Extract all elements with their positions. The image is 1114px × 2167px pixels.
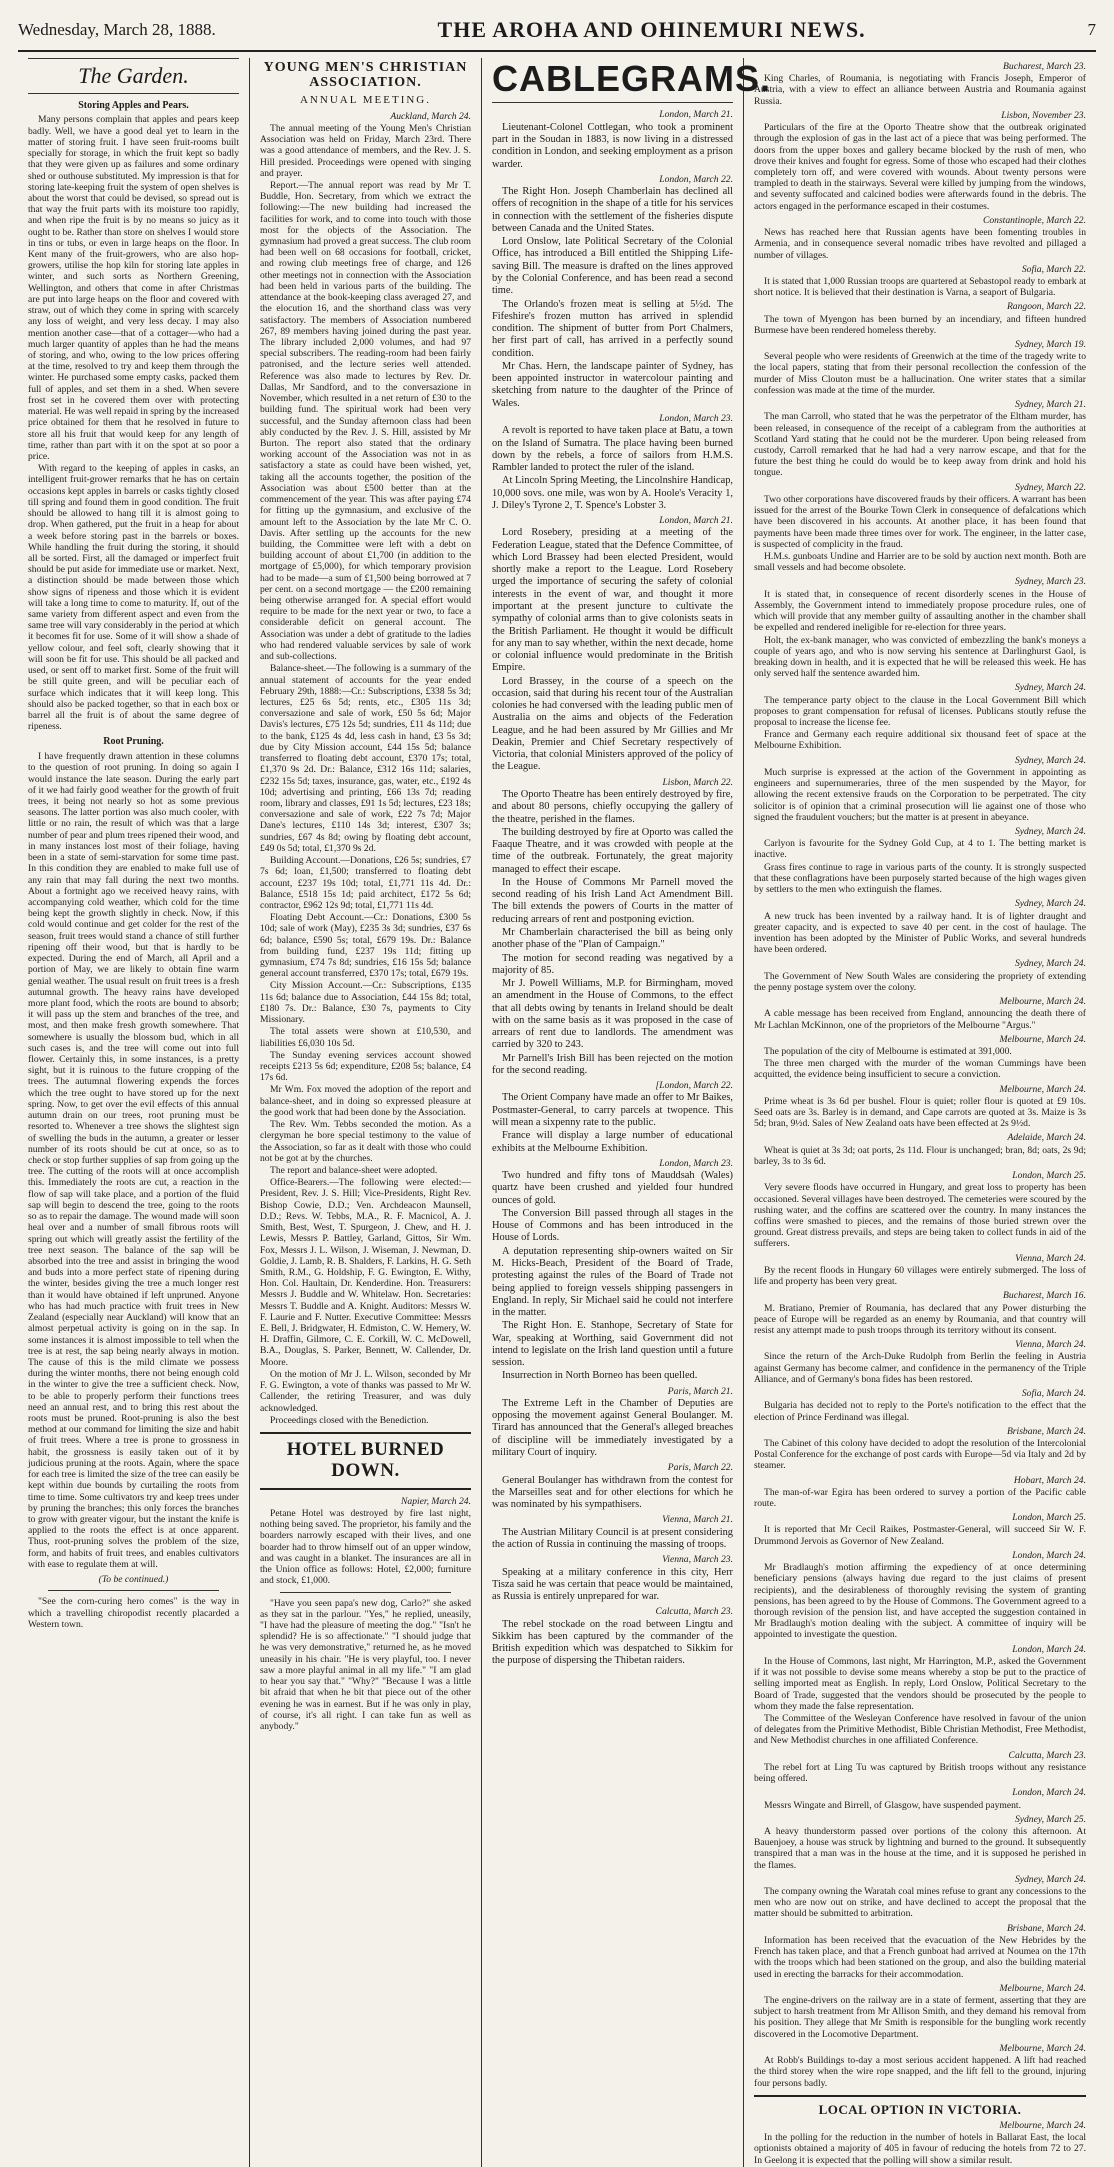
cable-item: It is reported that Mr Cecil Raikes, Postmaster-General, will succeed Sir W. F. Drummond Jervois as Governor of New Zealand. — [754, 1524, 1086, 1547]
divider — [260, 1432, 471, 1434]
garden-paragraph: With regard to the keeping of apples in casks, an intelligent fruit-grower remarks that he has on certain occasions kept apples in barrels or casks tightly closed till spring and found them in good condition. The fruit should be allowed to hang till it is almost going to drop. When gathered, put the fruit in a heap for about a week before storing past in the barrels or boxes. While handling the fruit during the storing, it should all be sorted. First, all the damaged or imperfect fruit should be put aside for immediate use or market. Next, a distinction should be made between those which show signs of ripeness and those which it is evident will take a long time to come to maturity. If, out of the same variety from different aspect and even from the same tree will vary considerably in the period at which it becomes fit for use. Some of it will show a shade of yellow colour, and feel soft, clearly showing that it will soon be fit for use. This should be all packed and used, or sent off to market first. Some of the fruit will be still quite green, and will be peculiar each of surface which indicates that it will keep long. This should also be packed together, so that in each box or barrel all the fruit is of about the same degree of ripeness. — [28, 463, 239, 733]
cable-dateline: Sofia, March 24. — [1021, 1388, 1086, 1400]
ymca-paragraph: Balance-sheet.—The following is a summary of the annual statement of accounts for the year ended February 29th, 1888:—Cr.: Subscriptions, £338 5s 3d; lectures, £25 6s 5d; rents, etc., £305 11s 3d; conversazione and sale of work, £50 5s 6d; Major Davis's lectures, £75 12s 5d; sundries, £11 4s 11d; due to the bank, £125 4s 4d, less cash in hand, £3 5s 3d; due by City Mission account, £44 15s 5d; balance transferred to floating debt account, £370 17s; total, £1,370 9s 2d. Dr.: Balance, £312 16s 11d; salaries, £232 15s 5d; taxes, insurance, gas, water, etc., £192 4s 10d; advertising and printing, £66 13s 7d; reading room, library and classes, £91 1s 5d; lectures, £23 18s; conversazione and sale of work, £22 7s 7d; Major Dane's lectures, £110 14s 3d; interest, £307 3s; sundries, £67 4s 8d; owing by floating debt account, £49 0s 5d; total, £1,370 9s 2d. — [260, 663, 471, 854]
cable-dateline: Sydney, March 22. — [1014, 481, 1086, 493]
cable-item: The Right Hon. Joseph Chamberlain has declined all offers of recognition in the shape of a title for his services in connection with the settlement of the fisheries dispute between Canada and the United States. — [492, 186, 733, 234]
cable-dateline: Sydney, March 24. — [1014, 958, 1086, 970]
cable-item: The company owning the Waratah coal mines refuse to grant any concessions to the men who are now out on strike, and have declined to accept the proposal that the matter should be submitted to arbitration. — [754, 1886, 1086, 1920]
cable-item: Much surprise is expressed at the action of the Government in appointing as engineers and supernumeraries, three of the men suspended by the Mayor, for allowing the recent extensive frauds on the Corporation to be perpetrated. The city solicitor is of opinion that a criminal prosecution will lie against one of those who signed the fraudulent vouchers; but the matter is at present in abeyance. — [754, 766, 1086, 823]
cable-dateline: Sydney, March 24. — [1014, 898, 1086, 910]
cable-dateline: Calcutta, March 23. — [655, 1606, 733, 1618]
divider — [260, 1488, 471, 1490]
cable-item: Lord Onslow, late Political Secretary of the Colonial Office, has introduced a Bill entitled the Shipping Life-saving Bill. The measure is drafted on the lines approved by the Colonial Conference, and has been read a second time. — [492, 236, 733, 297]
cable-dateline: Bucharest, March 23. — [1003, 61, 1086, 72]
ymca-paragraph: Building Account.—Donations, £26 5s; sundries, £7 7s 6d; loan, £1,500; transferred to floating debt account, £237 19s 10d; total, £1,771 11s 4d. Dr.: Balance, £518 15s 1d; paid architect, £172 5s 6d; contractor, £962 12s 9d; total, £1,771 11s 4d. — [260, 855, 471, 911]
cable-dateline: Brisbane, March 24. — [1006, 1922, 1086, 1934]
cable-item: News has reached here that Russian agents have been fomenting troubles in Armenia, and in consequence several nomadic tribes have revolted and pillaged a number of villages. — [754, 227, 1086, 261]
page-number: 7 — [1087, 20, 1096, 39]
cable-item: A new truck has been invented by a railway hand. It is of lighter draught and greater capacity, and is expected to save 40 per cent. in the cost of haulage. The invention has been adopted by the Minister of Public Works, and several hundreds have been ordered. — [754, 910, 1086, 956]
cable-item: France will display a large number of educational exhibits at the Melbourne Exhibition. — [492, 1130, 733, 1154]
ymca-paragraph: The Sunday evening services account showed receipts £213 5s 6d; expenditure, £208 5s; balance, £4 17s 6d. — [260, 1049, 471, 1084]
ymca-paragraph: City Mission Account.—Cr.: Subscriptions, £135 11s 6d; balance due to Association, £44 15s 8d; total, £180 7s. Dr.: Balance, £30 7s, payments to City Missionary. — [260, 980, 471, 1026]
cable-dateline: [London, March 22. — [655, 1080, 733, 1092]
anecdote-paragraph: "Have you seen papa's new dog, Carlo?" she asked as they sat in the parlour. "Yes," he replied, uneasily, "I have had the pleasure of meeting the dog." "Isn't he splendid? He is so affectionate." "I should judge that he was very demonstrative," returned he, as he moved uneasily in his chair. "He is very playful, too. I never saw a more playful animal in all my life." "I am glad to hear you say that." "Why?" "Because I was a little bit afraid that when he bit that piece out of the other evening he was in earnest. But if he was only in play, of course, it's all right. I can take fun as well as anybody." — [260, 1597, 471, 1732]
cable-dateline: Lisbon, November 23. — [1001, 109, 1086, 121]
ymca-paragraph: The report and balance-sheet were adopted. — [270, 1164, 438, 1176]
cable-item: By the recent floods in Hungary 60 villages were entirely submerged. The loss of life and property has been very great. — [754, 1264, 1086, 1288]
cable-item: Mr Chamberlain characterised the bill as being only another phase of the "Plan of Campaign." — [492, 926, 733, 951]
divider — [48, 1590, 219, 1591]
cable-dateline: Vienna, March 24. — [1015, 1252, 1086, 1264]
cable-item: Mr J. Powell Williams, M.P. for Birmingham, moved an amendment in the House of Commons, to the effect that all debts owing by tenants in Ireland should be dealt with on the same basis as it was proposed in the case of arrears of rent due to landlords. The amendment was carried by 320 to 243. — [492, 978, 733, 1051]
cable-dateline: Bucharest, March 16. — [1003, 1290, 1086, 1302]
cable-dateline: London, March 23. — [659, 1157, 733, 1169]
cable-item: The man-of-war Egira has been ordered to survey a portion of the Pacific cable route. — [754, 1486, 1086, 1510]
cable-dateline: Rangoon, March 22. — [1006, 301, 1086, 313]
cable-item: The motion for second reading was negatived by a majority of 85. — [492, 952, 733, 976]
cable-item: Holt, the ex-bank manager, who was convicted of embezzling the bank's moneys a couple of years ago, and who is now serving his sentence at Darlinghurst Gaol, is breaking down in health, and it is expected that he will be released this week. He has only served half the sentence awarded him. — [754, 634, 1086, 680]
cable-dateline: London, March 21. — [659, 515, 733, 527]
cable-dateline: Sydney, March 21. — [1014, 399, 1086, 411]
cable-item: General Boulanger has withdrawn from the contest for the Marseilles seat and for other elections for which he was nominated by his sympathisers. — [492, 1474, 733, 1511]
garden-heading: The Garden. — [28, 58, 239, 94]
cable-item: Mr Bradlaugh's motion affirming the expediency of at once determining beneficiary pensions (always having due regard to the just claims of present recipients), and the desirableness of thoroughly revising the system of granting pensions, has been agreed to by the House of Commons. The Government agreed to a thorough revision of the pension list, and have accepted the suggestion contained in Mr Bradlaugh's motion dealing with the subject. A committee of inquiry will be appointed to investigate the question. — [754, 1562, 1086, 1641]
cable-dateline: Sydney, March 23. — [1014, 576, 1086, 588]
cable-item: A cable message has been received from England, announcing the death there of Mr Lachlan McKinnon, one of the proprietors of the Melbourne "Argus." — [754, 1008, 1086, 1031]
column-ymca — [250, 58, 482, 2167]
cable-item: The Cabinet of this colony have decided to adopt the resolution of the Intercolonial Postal Conference for the exchange of post cards with Europe—5d via Italy and 2d by steamer. — [754, 1437, 1086, 1472]
cable-item: A revolt is reported to have taken place at Batu, a town on the Island of Sumatra. The place having been burned down by the rebels, a force of sailors from H.M.S. Rambler landed to protect the ruler of the island. — [492, 425, 733, 474]
garden-subheading-root-pruning: Root Pruning. — [103, 736, 164, 748]
cable-dateline: Melbourne, March 24. — [999, 1982, 1086, 1994]
cable-item: A heavy thunderstorm passed over portions of the colony this afternoon. At Bauenjoey, a house was struck by lightning and burned to the ground. It subsequently transpired that a man was in the house at the time, and it is supposed he perished in the flames. — [754, 1825, 1086, 1871]
cable-dateline: London, March 24. — [1012, 1787, 1086, 1799]
cable-dateline: London, March 24. — [1012, 1643, 1086, 1655]
cable-dateline: Sydney, March 24. — [1014, 754, 1086, 766]
cable-item: Particulars of the fire at the Oporto Theatre show that the outbreak originated through the explosion of gas in the last act of a piece that was being performed. The doors from the upper boxes and gallery became blocked by the rush of men, who drove their knives and fought for egress. Some of those who escaped had their clothes completely torn off, and were covered with wounds. About twenty persons were trampled to death in the stairways. Several were killed by jumping from the windows, and seventy suffocated and calcined bodies were afterwards found in the debris. The actors engaged in the performance escaped in their costumes. — [754, 122, 1086, 212]
cable-item: The Conversion Bill passed through all stages in the House of Commons and has been introduced in the House of Lords. — [492, 1207, 733, 1244]
cable-item: M. Bratiano, Premier of Roumania, has declared that any Power disturbing the peace of Europe will be regarded as an enemy by Roumania, and that country will resist any attempt made to push troops through its territory without its consent. — [754, 1302, 1086, 1336]
divider — [280, 1592, 451, 1593]
cable-item: The population of the city of Melbourne is estimated at 391,000. — [764, 1045, 1012, 1057]
cable-item: The Orient Company have made an offer to Mr Baikes, Postmaster-General, to carry parcels at twopence. This will mean a sixpenny rate to the public. — [492, 1092, 733, 1128]
continued-note: (To be continued.) — [98, 1574, 169, 1586]
issue-date: Wednesday, March 28, 1888. — [18, 20, 216, 39]
cable-dateline: Melbourne, March 24. — [999, 2042, 1086, 2054]
cable-item: The Orlando's frozen meat is selling at 5½d. The Fifeshire's frozen mutton has arrived in splendid condition. The shipment of butter from Port Chalmers, her first part of call, has arrived in a perfectly sound condition. — [492, 298, 733, 359]
local-option-heading: LOCAL OPTION IN VICTORIA. — [818, 2101, 1022, 2117]
cable-dateline: Brisbane, March 24. — [1006, 1425, 1086, 1437]
cable-item: Lord Rosebery, presiding at a meeting of the Federation League, stated that the Defence Committee, of which Lord Brassey had been elected President, would shortly make a report to the League. Lord Rosebery urged the importance of securing the safety of colonial interests in the event of war, and thought it more important at the present juncture to cultivate the sympathy of colonial arms than to give colonists seats in the British Parliament. He thought it would be difficult for any man to say whether, within the next decade, home or colonial influence would predominate in the British Empire. — [492, 527, 733, 674]
ymca-paragraph: The total assets were shown at £10,530, and liabilities £6,030 10s 5d. — [260, 1026, 471, 1049]
cable-dateline: Paris, March 21. — [667, 1385, 733, 1397]
cable-item: At Lincoln Spring Meeting, the Lincolnshire Handicap, 10,000 sovs. one mile, was won by A. Hoole's Veracity 1, J. Diley's Tyrone 2, T. Spence's Lobster 3. — [492, 475, 733, 511]
cable-dateline: Adelaide, March 24. — [1007, 1132, 1086, 1144]
hotel-dateline: Napier, March 24. — [401, 1495, 471, 1507]
cable-item: Very severe floods have occurred in Hungary, and great loss to property has been occasioned. Several villages have been destroyed. The cemeteries were scoured by the rushing water, and the coffins are scattered over the country. In many instances the coffins were smashed to pieces, and the remains of those buried strewn over the ground. Great distress prevails, and steps are being taken to collect funds in aid of the sufferers. — [754, 1182, 1086, 1250]
cable-dateline: London, March 24. — [1012, 1549, 1086, 1561]
hotel-paragraph: Petane Hotel was destroyed by fire last night, nothing being saved. The proprietor, his family and the boarders narrowly escaped with their lives, and one boarder had to throw himself out of an upper window, and was caught in a blanket. The insurances are all in the Union office as follows: Hotel, £2,000; furniture and stock, £1,000. — [260, 1508, 471, 1587]
ymca-paragraph: On the motion of Mr J. L. Wilson, seconded by Mr F. G. Ewington, a vote of thanks was passed to Mr W. Callender, the retiring Treasurer, and was duly acknowledged. — [260, 1368, 471, 1414]
cable-item: Two other corporations have discovered frauds by their officers. A warrant has been issued for the arrest of the Bourke Town Clerk in consequence of defalcations which have been discovered in his accounts. At another place, it has been found that payments have been made three times over for work. The engineer, in the latter case, is suspected of complicity in the fraud. — [754, 493, 1086, 550]
cable-item: The three men charged with the murder of the woman Cummings have been acquitted, the evidence being insufficient to secure a conviction. — [754, 1058, 1086, 1081]
cable-item: Prime wheat is 3s 6d per bushel. Flour is quiet; roller flour is quoted at £9 10s. Seed oats are 3s. Barley is in demand, and Cape carrots are quoted at 3s. Maize is 3s 5d; bran, 9½d. Sales of New Zealand oats have been effected at 2s 9½d. — [754, 1095, 1086, 1130]
cable-item: Since the return of the Arch-Duke Rudolph from Berlin the feeling in Austria against Germany has become calmer, and confidence in the permanency of the Triple Alliance, and of Germany's bona fides has been restored. — [754, 1351, 1086, 1385]
cable-dateline: Melbourne, March 24. — [999, 996, 1086, 1008]
cable-item: It is stated that 1,000 Russian troops are quartered at Sebastopol ready to embark at short notice. It is believed that their destination is Varna, a seaport of Bulgaria. — [754, 275, 1086, 299]
cable-item: At Robb's Buildings to-day a most serious accident happened. A lift had reached the third storey when the wire rope snapped, and the lift fell to the ground, injuring four persons badly. — [754, 2055, 1086, 2089]
cable-item: Lord Brassey, in the course of a speech on the occasion, said that during his recent tour of the Australian colonies he had conversed with the leading public men of Australia on the aims and objects of the Federation League, and he had been assured by Mr Gillies and Mr Deakin, Premier and Chief Secretary respectively of Victoria, that colonial Ministers approved of the policy of the League. — [492, 675, 733, 773]
cable-dateline: Sofia, March 22. — [1021, 263, 1086, 275]
hotel-heading: HOTEL BURNED DOWN. — [286, 1439, 445, 1481]
ymca-subheading: ANNUAL MEETING. — [299, 93, 432, 106]
cable-dateline: Sydney, March 24. — [1014, 1873, 1086, 1885]
cable-item: The Oporto Theatre has been entirely destroyed by fire, and about 80 persons, chiefly occupying the gallery of the theatre, perished in the flames. — [492, 789, 733, 825]
column-cablegrams — [482, 58, 771, 2167]
cable-dateline: Vienna, March 24. — [1015, 1339, 1086, 1351]
cable-dateline: Vienna, March 23. — [662, 1554, 733, 1566]
cable-item: Wheat is quiet at 3s 3d; oat ports, 2s 11d. Flour is unchanged; bran, 8d; oats, 2s 9d; barley, 3s to 3s 6d. — [754, 1144, 1086, 1167]
cable-item: The Austrian Military Council is at present considering the action of Russia in continuing the massing of troops. — [492, 1526, 733, 1550]
cable-dateline: Melbourne, March 24. — [999, 1083, 1086, 1095]
cable-item: Grass fires continue to rage in various parts of the county. It is strongly suspected that these conflagrations have been purposely started because of the high wages given by settlers to the men who extinguish the flames. — [754, 861, 1086, 896]
masthead — [18, 10, 1096, 52]
ymca-paragraph: The Rev. Wm. Tebbs seconded the motion. As a clergyman he bore special testimony to the value of the Association, so far as it dealt with those who could not be got at by the churches. — [260, 1119, 471, 1164]
cable-item: The Extreme Left in the Chamber of Deputies are opposing the movement against General Boulanger. M. Tirard has announced that the General's alleged breaches of discipline will be immediately investigated by a military Court of inquiry. — [492, 1397, 733, 1458]
cablegram-list-continued — [754, 61, 1086, 2089]
columns — [18, 58, 1096, 2166]
cable-item: In the House of Commons Mr Parnell moved the second reading of his Irish Land Act Amendment Bill. The bill extends the powers of Courts in the matter of reducing arrears of rent and postponing eviction. — [492, 876, 733, 925]
cable-dateline: Sydney, March 24. — [1014, 826, 1086, 837]
cable-item: The engine-drivers on the railway are in a state of ferment, asserting that they are subject to harsh treatment from Mr Allison Smith, and they demand his removal from his position. They allege that Mr Smith is responsible for the bungling work recently discovered in the Locomotive Department. — [754, 1995, 1086, 2040]
cable-item: Insurrection in North Borneo has been quelled. — [502, 1370, 698, 1382]
newspaper-title: THE AROHA AND OHINEMURI NEWS. — [437, 17, 866, 42]
cable-item: Mr Parnell's Irish Bill has been rejected on the motion for the second reading. — [492, 1052, 733, 1076]
garden-paragraph: Many persons complain that apples and pears keep badly. Well, we have a good deal yet to learn in the matter of storing fruit. I have seen fruit-rooms built specially for storage, in which the fruit kept so badly that they were given up as failures and some ordinary shed or outhouse substituted. My impression is that for storing late-keeping fruit the system of open shelves is about the worst that could be devised, so spread out is that way the fruit parts with its moisture too rapidly, and when ripe the fruit is by no means so juicy as it ought to be. Rather than store on shelves I would store in tins or tubs, or even in large heaps on the floor. In Kent many of the fruit-growers, who are also hop-growers, utilise the hop kiln for storing late apples in winter, and such sorts as Northern Greening, Wellington, and others that come in after Christmas are put into large heaps on the floor and covered with straw, out of which they come in spring with scarcely any loss of weight, and very less decay. I may also mention another case—that of a cottager—who had a much larger quantity of apples than he had the means of storing, and who, owing to the low prices offering at the time, resolved to try and keep them through the winter. He purchased some empty casks, packed them full of apples, and set them in a shed. When severe frost set in he covered them over with protecting material. He was well repaid in spring by the increased price obtained for them that he resolved in future to store all his fruit that would keep for any length of time, rather than part with it on the spot at so poor a price. — [28, 114, 239, 462]
cable-item: The temperance party object to the clause in the Local Government Bill which proposes to grant compensation for refusal of licenses. Publicans stoutly refuse the proposal to increase the license fee. — [754, 694, 1086, 729]
cablegrams-heading: CABLEGRAMS. — [492, 58, 733, 103]
column-garden — [18, 58, 250, 2167]
cable-item: In the House of Commons, last night, Mr Harrington, M.P., asked the Government if it was not possible to devise some means whereby a stop be put to the practice of selling imported meat as English. In reply, Lord Onslow, Political Secretary to the Board of Trade, suggested that the vendors should be prosecuted by the people to whom they made the false representation. — [754, 1655, 1086, 1712]
cable-item: Carlyon is favourite for the Sydney Gold Cup, at 4 to 1. The betting market is inactive. — [754, 838, 1086, 861]
cable-item: The Government of New South Wales are considering the propriety of extending the penny postage system over the colony. — [754, 970, 1086, 993]
ymca-paragraph: Proceedings closed with the Benediction. — [270, 1414, 429, 1426]
cable-dateline: Sydney, March 19. — [1014, 339, 1086, 351]
cable-item: King Charles, of Roumania, is negotiating with Francis Joseph, Emperor of Austria, with a view to effect an alliance between Austria and Roumania against Russia. — [754, 73, 1086, 107]
cable-dateline: London, March 21. — [659, 109, 733, 121]
ymca-paragraph: The annual meeting of the Young Men's Christian Association was held on Friday, March 23rd. There was a good attendance of members, and the Rev. J. S. Hill presided. Proceedings were opened with singing and prayer. — [260, 122, 471, 179]
cable-dateline: Vienna, March 21. — [662, 1514, 733, 1526]
cable-dateline: London, March 23. — [659, 412, 733, 424]
cable-item: Speaking at a military conference in this city, Herr Tisza said he was certain that peace would be maintained, as Russia is entirely unprepared for war. — [492, 1566, 733, 1603]
ymca-paragraph: Office-Bearers.—The following were elected:—President, Rev. J. S. Hill; Vice-Presidents, Right Rev. Bishop Cowie, D.D.; Ven. Archdeacon Maunsell, D.D.; Revs. W. Tebbs, M.A., R. F. Macnicol, A. J. Smith, Best, West, T. Spurgeon, J. Chew, and H. J. Lewis, Messrs P. Battley, Garland, Gittos, Sir Wm. Fox, Messrs J. L. Wilson, J. Wiseman, J. Newman, D. Goldie, J. Lamb, R. B. Shalders, F. Larkins, H. G. Seth Smith, R.M., G. Holdship, F. G. Ewington, E. Withy, Hon. Col. Haultain, Dr. Kenderdine. Hon. Treasurers: Messrs J. Buddle and W. Whitelaw. Hon. Secretaries: Messrs T. Buddle and A. Knight. Auditors: Messrs W. F. Laurie and F. Nutter. Executive Committee: Messrs E. Bell, J. Bridgwater, H. Edmiston, C. W. Hemery, W. H. Draffin, Gilmore, C. E. Corkill, W. C. McDowell, B.A., Douglas, S. Parker, Bennett, W. Callender, Dr. Moore. — [260, 1177, 471, 1368]
cable-item: Information has been received that the evacuation of the New Hebrides by the French has taken place, and that a French gunboat had arrived at Noumea on the 17th with the troops which had been stationed on the group, and also the building material used in erecting the barracks for their accommodation. — [754, 1934, 1086, 1980]
ymca-dateline: Auckland, March 24. — [390, 110, 471, 122]
cable-item: H.M.s. gunboats Undine and Harrier are to be sold by auction next month. Both are small vessels and had become obsolete. — [754, 550, 1086, 574]
column-cablegrams-continued — [744, 58, 1096, 2167]
cable-dateline: Paris, March 22. — [667, 1462, 733, 1474]
cable-dateline: Constantinople, March 22. — [982, 214, 1086, 226]
cable-item: The town of Myengon has been burned by an incendiary, and fifteen hundred Burmese have been rendered homeless thereby. — [754, 313, 1086, 336]
cable-item: The Committee of the Wesleyan Conference have resolved in favour of the union of delegates from the Primitive Methodist, Bible Christian Methodist, Free Methodist, and New Methodist churches in one affiliated Conference. — [754, 1712, 1086, 1747]
cable-dateline: Sydney, March 25. — [1014, 1813, 1086, 1825]
cable-item: Several people who were residents of Greenwich at the time of the tragedy write to the local papers, stating that from their personal recollection the confession of the murder of Miss Clouton must be a hallucination. One writer states that a similar confession was made at the time of the murder. — [754, 351, 1086, 396]
cable-item: Mr Chas. Hern, the landscape painter of Sydney, has been appointed instructor in watercolour painting and sketching from nature to the daughter of the Prince of Wales. — [492, 360, 733, 409]
ymca-paragraph: Mr Wm. Fox moved the adoption of the report and balance-sheet, and in doing so expressed pleasure at the good work that had been done by the Association. — [260, 1084, 471, 1118]
garden-subheading-storing: Storing Apples and Pears. — [78, 99, 189, 111]
ymca-paragraph: Floating Debt Account.—Cr.: Donations, £300 5s 10d; sale of work (May), £235 3s 3d; sundries, £37 6s 6d; balance, £590 5s; total, £679 19s. Dr.: Balance from building fund, £237 19s 11d; fitting up gymnasium, £74 7s 8d; sundries, £16 15s 5d; balance general account transferred, £370 17s; total, £679 19s. — [260, 912, 471, 980]
cable-dateline: London, March 22. — [659, 173, 733, 185]
local-option-paragraph: In the polling for the reduction in the number of hotels in Ballarat East, the local optionists obtained a majority of 405 in favour of reducing the hotels from 72 to 27. In Geelong it is expected that the polling will show a similar result. — [754, 2132, 1086, 2166]
cable-dateline: Hobart, March 24. — [1013, 1474, 1086, 1486]
divider — [754, 2095, 1086, 2097]
cable-item: Lieutenant-Colonel Cottlegan, who took a prominent part in the Soudan in 1883, is now living in a distressed condition in London, and seeking employment as a prison warder. — [492, 121, 733, 170]
cable-item: It is stated that, in consequence of recent disorderly scenes in the House of Assembly, the Government intend to immediately propose procedure rules, one of which will provide that any member guilty of assaulting another in the chamber shall be expelled and rendered ineligible for re-election for three years. — [754, 588, 1086, 634]
cable-dateline: London, March 25. — [1012, 1170, 1086, 1182]
cable-item: The man Carroll, who stated that he was the perpetrator of the Eltham murder, has been released, in consequence of the receipt of a cablegram from the authorities at Scotland Yard stating that he could not be the murderer. Upon being released from custody, Carroll remarked that he had had a very narrow escape, and that for the future the best thing he could do would be to keep away from drink and hold his tongue. — [754, 411, 1086, 479]
garden-paragraph: I have frequently drawn attention in these columns to the question of root pruning. In doing so again I would instance the late season. During the early part of it we had fairly good weather for the growth of fruit trees, it being not nearly so hot as some previous seasons. The latter portion was also much cooler, with little or no rain, the result of which was that a large number of pear and plum trees ripened their wood, and in many instances lost most of their foliage, having been in a state of semi-starvation for some time past. In this condition they are enabled to make full use of any rain that may fall during the next two months. About a fortnight ago we received heavy rains, with accompanying cold weather, which cold for the time being kept the growth slightly in check. Now, if this cold would continue and get colder for the rest of the season, fruit trees would stand a chance of still further ripening off their wood, but that is hardly to be expected. During the end of March, all April and a portion of May, we are likely to obtain fine warm genial weather. The usual result on fruit trees is a fresh autumnal growth. The heavy rains have developed more plant food, which the roots are bound to absorb; it will pass up the stem and branches of the tree, and most, and then make fresh growth somewhere. That somewhere is usually the blossom bud, which in all such cases is, and the tree will come out into full flower. Certainly this, in some instances, is a pretty sight, but it is ruinous to the future cropping of the trees. The autumnal flowering expends the forces which the tree ought to have stored up for the next spring. Now, to get over the evil effects of this annual autumn drain on our trees, root pruning must be resorted to. Whenever a tree shows the slightest sign of swelling the buds in the autumn, a greater or lesser number of its roots should be cut at once, so as to check or stop further supplies of sap from going up the tree. The cutting of the roots will at once accomplish this. Immediately the roots are cut, a reaction in the flow of sap will take place, and a portion of the fluid sap will begin to descend the tree, going to the roots so as to repair the damage. The wound made will soon heal over and a number of small fibrous roots will spring out which will greatly assist the fertility of the tree next season. The balance of the sap will be absorbed into the tree and assist in bringing the wood and buds into a more perfect state of ripening during the winter, besides giving the tree a much longer rest than it would have obtained if left unpruned. Anyone who has had much practice with fruit trees in New Zealand (especially near Auckland) will know that an almost perpetual activity is going on in the sap. In some instances it is almost impossible to tell when the tree is at rest, the sap being nearly always in motion. The cause of this is the mild climate we possess during the winter months, there not being enough cold in the winter to give the tree a sufficient check. Now, to be able to properly perform their functions trees need an annual rest, and to bring this rest about the roots must be pruned. Root-pruning is also the best method at our command for limiting the size and habit of fruit trees. Where a tree is prone to grossness in habit, the grossness is easily taken out of it by judicious pruning at the roots. Again, where the space for each tree is limited the size of the tree can easily be kept within due bounds by curtailing the roots from time to time. Some cultivators try and keep trees under by pruning the branches; this only forces the branches to grow with greater vigour, but the instant the knife is applied to the roots the effect is at once apparent. Thus, root-pruning solves the problem of the size, form, and habits of fruit trees, and enables cultivators with ease to regulate them at will. — [28, 751, 239, 1570]
cable-dateline: Melbourne, March 24. — [999, 1033, 1086, 1045]
cable-dateline: Lisbon, March 22. — [662, 776, 733, 788]
cable-dateline: Calcutta, March 23. — [1008, 1749, 1086, 1761]
cablegram-list — [492, 109, 733, 1667]
garden-footnote: "See the corn-curing hero comes" is the way in which a travelling chiropodist recently placarded a Western town. — [28, 1596, 239, 1630]
cable-item: Two hundred and fifty tons of Mauddsah (Wales) quartz have been crushed and yielded four hundred ounces of gold. — [492, 1170, 733, 1206]
cable-item: The rebel fort at Ling Tu was captured by British troops without any resistance being offered. — [754, 1761, 1086, 1785]
cable-dateline: Sydney, March 24. — [1014, 682, 1086, 694]
local-option-dateline: Melbourne, March 24. — [999, 2120, 1086, 2132]
cable-item: France and Germany each require additional six thousand feet of space at the Melbourne Exhibition. — [754, 729, 1086, 752]
ymca-heading: YOUNG MEN'S CHRISTIAN ASSOCIATION. — [263, 60, 468, 91]
cable-dateline: London, March 25. — [1012, 1512, 1086, 1524]
cable-item: The rebel stockade on the road between Lingtu and Sikkim has been captured by the commander of the British expedition which was despatched to Sikkim for the purpose of dispersing the Thibetan raiders. — [492, 1618, 733, 1667]
cable-item: A deputation representing ship-owners waited on Sir M. Hicks-Beach, President of the Board of Trade, protesting against the rules of the Board of Trade not being applied to foreign vessels shipping passengers in England. In reply, Sir Michael said he could not interfere in the matter. — [492, 1245, 733, 1319]
cable-item: The building destroyed by fire at Oporto was called the Faaque Theatre, and it was crowded with people at the time of the outbreak. Fortunately, the great majority managed to effect their escape. — [492, 826, 733, 875]
cable-item: Bulgaria has decided not to reply to the Porte's notification to the effect that the election of Prince Ferdinand was illegal. — [754, 1400, 1086, 1423]
ymca-paragraph: Report.—The annual report was read by Mr T. Buddle, Hon. Secretary, from which we extract the following:—The new building had increased the facilities for work, and to come into touch with those most for the objects of the Association. The gymnasium had proved a great success. The club room had been well on 68 occasions for football, cricket, and rowing club meetings free of charge, and 126 other meetings not in connection with the Association had been held in various parts of the building. The attendance at the book-keeping class averaged 27, and the elocution 16, and the shorthand class was very satisfactory. The members of Association numbered 267, 89 members having joined during the past year. The library included 2,000 volumes, and had 97 special subscribers. The reading-room had been fairly patronised, and the lecture series well attended. Reference was also made to lectures by Rev. Dr. Dallas, Mr Sandford, and to the conversazione in November, which resulted in a net return of £30 to the building fund. The spiritual work had been very successful, and the Sunday afternoon class had been ably conducted by the Rev. J. S. Hill, assisted by Mr Burton. The report also stated that the ordinary working account of the Association was not in as satisfactory a state as could have been wished, yet, taking all the accounts together, the position of the Association was about £500 better than at the commencement of the year. This was after paying £74 for fitting up the gymnasium, and exclusive of the amount left to the Association by the late Mr C. O. Davis. After settling up the accounts for the new building, the Committee were left with a debt on building account of about £1,700 (in addition to the mortgage of £5,000), for which temporary provision had to be made—a sum of £1,500 being borrowed at 7 per cent. on a second mortgage — the £200 remaining being otherwise arranged for. A special effort would require to be made for the next year or two, to face a considerable deficit on general account. The Association was under a debt of gratitude to the ladies who had rendered valuable services by sale of work and sub-collections. — [260, 179, 471, 663]
cable-item: Messrs Wingate and Birrell, of Glasgow, have suspended payment. — [764, 1799, 1021, 1811]
cable-item: The Right Hon. E. Stanhope, Secretary of State for War, speaking at Worthing, said Government did not intend to legislate on the Irish land question until a future session. — [492, 1320, 733, 1369]
